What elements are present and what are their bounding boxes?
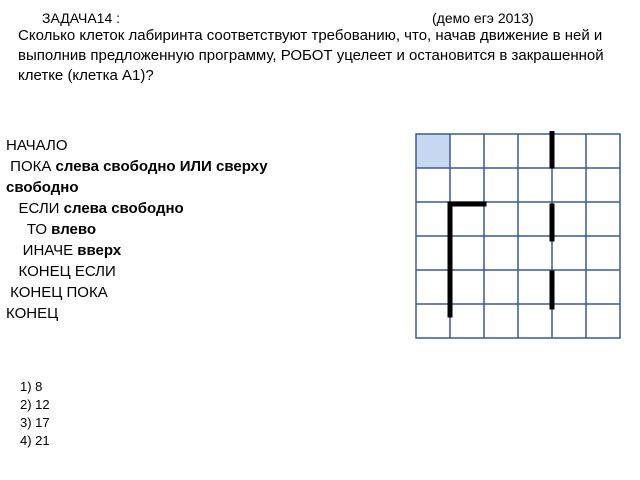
answer-option-3: 3) 17: [20, 415, 50, 430]
program-line-while-cont: [6, 178, 79, 198]
program-then-action: влево: [51, 221, 97, 238]
program-else-action: вверх: [77, 242, 122, 259]
highlighted-cell: [416, 134, 450, 168]
program-if-keyword: ЕСЛИ: [6, 200, 64, 217]
program-line-start: [6, 136, 68, 156]
program-if-condition: слева свободно: [63, 200, 184, 217]
program-end: КОНЕЦ: [6, 305, 59, 322]
task-source: (демо егэ 2013): [432, 10, 534, 26]
program-end-while: КОНЕЦ ПОКА: [6, 284, 108, 301]
program-line-end: [6, 304, 58, 324]
question-text: Сколько клеток лабиринта соответствуют требованию, что, начав движение в ней и выполнив предложенную программу, РОБОТ уцелеет и остановится в закрашенной клетке (клетка А1)?: [18, 27, 604, 84]
program-while-condition: слева свободно ИЛИ сверху: [55, 158, 268, 175]
program-start: НАЧАЛО: [6, 137, 68, 154]
task-title: ЗАДАЧА14 :: [42, 10, 121, 26]
answer-option-1: 1) 8: [20, 379, 43, 394]
maze-grid: [413, 131, 625, 343]
program-line-else: [6, 241, 121, 261]
answer-options: [20, 378, 50, 450]
program-while-condition-cont: свободно: [6, 179, 79, 196]
program-end-if: КОНЕЦ ЕСЛИ: [6, 263, 116, 280]
program-while-keyword: ПОКА: [6, 158, 56, 175]
program-line-while: [6, 157, 268, 177]
program-then-keyword: ТО: [6, 221, 52, 238]
program-else-keyword: ИНАЧЕ: [6, 242, 78, 259]
program-line-endif: [6, 262, 116, 282]
program-line-then: [6, 220, 96, 240]
answer-option-2: 2) 12: [20, 397, 50, 412]
maze-walls: [450, 131, 552, 315]
answer-option-4: 4) 21: [20, 433, 50, 448]
program-line-endwhile: [6, 283, 108, 303]
program-line-if: [6, 199, 184, 219]
